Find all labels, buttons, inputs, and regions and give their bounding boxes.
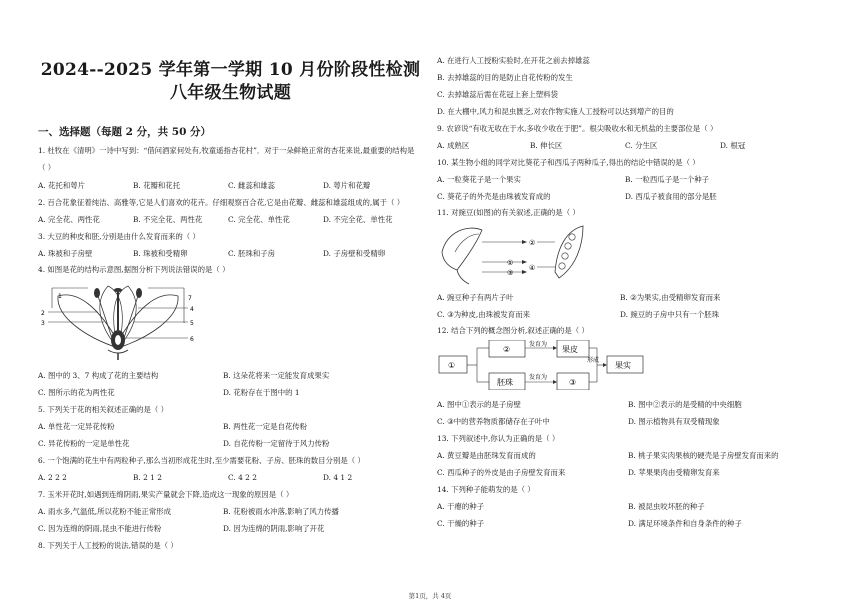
q14-stem: 14. 下列种子能萌发的是（ ） — [437, 485, 535, 494]
q2-option-c: C. 完全花、单性花 — [228, 215, 290, 224]
pea-diagram — [437, 222, 587, 286]
concept-box-4: 胚珠 — [497, 378, 513, 387]
flower-label-4: 4 — [190, 306, 194, 313]
q14-option-b: B. 被昆虫咬坏胚的种子 — [628, 502, 705, 511]
q6-stem: 6. 一个饱满的花生中有两粒种子,那么当初形成花生时,至少需要花粉、子房、胚珠的数目分别是（ ） — [38, 456, 365, 465]
pea-label-2: ② — [529, 239, 536, 247]
exam-title: 2024--2025 学年第一学期 10 月份阶段性检测 — [40, 60, 421, 80]
flower-label-7: 7 — [188, 295, 192, 302]
q8-option-d: D. 在大棚中,风力和昆虫匮乏,对农作物实施人工授粉可以达到增产的目的 — [437, 107, 674, 116]
flower-label-1: 1 — [58, 293, 62, 300]
q13-option-a: A. 黄豆瓣是由胚珠发育而成的 — [437, 451, 536, 460]
concept-arrow-label-2: 形成 — [587, 357, 600, 364]
q7-option-d: D. 因为连绵的阴雨,影响了开花 — [223, 524, 325, 533]
q6-option-a: A. 2 2 2 — [38, 473, 67, 482]
q9-option-c: C. 分生区 — [625, 141, 658, 150]
q11-option-a: A. 豌豆种子有两片子叶 — [437, 293, 514, 302]
q9-option-b: B. 伸长区 — [530, 141, 563, 150]
q10-option-d: D. 西瓜子被食用的部分是胚 — [625, 192, 717, 201]
page-footer: 第1页，共 4页 — [408, 592, 452, 600]
flower-label-6: 6 — [190, 336, 194, 343]
q3-option-a: A. 珠被和子房壁 — [38, 249, 93, 258]
q3-option-d: D. 子房壁和受精卵 — [323, 249, 386, 258]
q9-stem: 9. 农谚说“有收无收在于水,多收少收在于肥”。根尖吸收水和无机盐的主要部位是（ ） — [437, 124, 718, 133]
flower-structure-diagram — [38, 278, 198, 360]
pea-label-1: ① — [507, 259, 514, 267]
flower-label-5: 5 — [190, 320, 194, 327]
concept-map-diagram — [437, 340, 647, 390]
exam-subtitle: 八年级生物试题 — [169, 83, 292, 103]
q7-option-b: B. 花粉被雨水冲落,影响了风力传播 — [223, 507, 339, 516]
q4-option-b: B. 这朵花将来一定能发育成果实 — [223, 371, 330, 380]
q11-option-c: C. ③为种皮,由珠被发育而来 — [437, 310, 530, 319]
pea-label-3: ③ — [507, 269, 514, 277]
q1-stem-cont: （ ） — [38, 163, 56, 172]
q6-option-b: B. 2 1 2 — [133, 473, 162, 482]
concept-arrow-label-3: 发育为 — [529, 374, 548, 381]
q7-stem: 7. 玉米开花时,如遇到连绵阴雨,果实产量就会下降,造成这一现象的原因是（ ） — [38, 490, 294, 499]
flower-label-3: 3 — [41, 320, 45, 327]
concept-box-5: ③ — [569, 378, 577, 387]
q7-option-c: C. 因为连绵的阴雨,昆虫不能进行传粉 — [38, 524, 162, 533]
q5-option-d: D. 自花传粉一定留待于风力传粉 — [223, 439, 330, 448]
q5-option-c: C. 异花传粉的一定是单性花 — [38, 439, 130, 448]
q8-stem: 8. 下列关于人工授粉的说法,错误的是（ ） — [38, 541, 178, 550]
q3-option-c: C. 胚珠和子房 — [228, 249, 276, 258]
q14-option-d: D. 满足环境条件和自身条件的种子 — [628, 519, 742, 528]
q10-option-a: A. 一粒葵花子是一个果实 — [437, 175, 521, 184]
q9-option-a: A. 成熟区 — [437, 141, 470, 150]
q5-option-a: A. 单性花一定异花传粉 — [38, 422, 115, 431]
q1-option-d: D. 萼片和花瓣 — [323, 181, 371, 190]
q1-option-b: B. 花瓣和花托 — [133, 181, 181, 190]
q3-option-b: B. 珠被和受精卵 — [133, 249, 188, 258]
q1-stem: 1. 杜牧在《清明》一诗中写到：“借问酒家何处有,牧童遥指杏花村”．对于一朵鲜艳正常的杏花来说,最重要的结构是 — [38, 146, 415, 155]
q8-option-b: B. 去掉雄蕊的目的是防止自花传粉的发生 — [437, 73, 573, 82]
q7-option-a: A. 雨水多,气温低,所以花粉不能正常形成 — [38, 507, 171, 516]
q4-option-a: A. 图中的 3、7 构成了花的主要结构 — [38, 371, 159, 380]
q13-option-d: D. 苹果果肉由受精卵发育来 — [628, 468, 720, 477]
q5-option-b: B. 两性花一定是自花传粉 — [223, 422, 308, 431]
q4-option-d: D. 花粉存在于图中的 1 — [223, 388, 300, 397]
q2-option-b: B. 不完全花、两性花 — [133, 215, 203, 224]
q12-option-a: A. 图中①表示的是子房壁 — [437, 400, 521, 409]
q12-option-d: D. 图示植物具有双受精现象 — [628, 417, 720, 426]
q8-option-a: A. 在进行人工授粉实验时,在开花之前去掉雄蕊 — [437, 56, 590, 65]
q13-option-c: C. 西瓜种子的外皮是由子房壁发育而来 — [437, 468, 566, 477]
q12-option-b: B. 图中②表示的是受精的中央细胞 — [628, 400, 742, 409]
q6-option-c: C. 4 2 2 — [228, 473, 257, 482]
q1-option-a: A. 花托和萼片 — [38, 181, 85, 190]
q11-option-b: B. ②为果实,由受精卵发育而来 — [620, 293, 721, 302]
q2-option-a: A. 完全花、两性花 — [38, 215, 100, 224]
concept-box-1: ① — [448, 361, 456, 370]
pea-label-4: ④ — [529, 264, 536, 272]
q10-stem: 10. 某生物小组的同学对比葵花子和西瓜子两种瓜子,得出的结论中错误的是（ ） — [437, 158, 700, 167]
q6-option-d: D. 4 1 2 — [323, 473, 353, 482]
q4-stem: 4. 如图是花的结构示意图,据图分析下列说法错误的是（ ） — [38, 265, 230, 274]
q1-option-c: C. 雌蕊和雄蕊 — [228, 181, 276, 190]
q12-option-c: C. ③中的营养物质都储存在子叶中 — [437, 417, 550, 426]
q2-option-d: D. 不完全花、单性花 — [323, 215, 393, 224]
q14-option-c: C. 干燥的种子 — [437, 519, 485, 528]
section-heading: 一、选择题（每题 2 分，共 50 分） — [38, 126, 212, 138]
q4-option-c: C. 图所示的花为两性花 — [38, 388, 115, 397]
q2-stem: 2. 百合花象征着纯洁、高雅等,它是人们喜欢的花卉。仔细观察百合花,它是由花瓣、雌蕊和雄蕊组成的,属于（ ） — [38, 198, 405, 207]
concept-box-3: 果皮 — [562, 345, 578, 354]
q9-option-d: D. 根冠 — [720, 141, 746, 150]
q3-stem: 3. 大豆的种皮和胚,分别是由什么发育而来的（ ） — [38, 232, 200, 241]
concept-box-2: ② — [503, 345, 511, 354]
flower-label-2: 2 — [41, 310, 45, 317]
q10-option-c: C. 葵花子的外壳是由珠被发育成的 — [437, 192, 551, 201]
q10-option-b: B. 一粒西瓜子是一个种子 — [625, 175, 710, 184]
q11-stem: 11. 对豌豆(如图)的有关叙述,正确的是（ ） — [437, 208, 580, 217]
q11-option-d: D. 豌豆的子房中只有一个胚珠 — [620, 310, 720, 319]
q12-stem: 12. 结合下列的概念图分析,叙述正确的是（ ） — [437, 326, 589, 335]
q5-stem: 5. 下列关于花的相关叙述正确的是（ ） — [38, 405, 169, 414]
q14-option-a: A. 干瘪的种子 — [437, 502, 484, 511]
concept-box-6: 果实 — [615, 361, 631, 370]
q13-option-b: B. 桃子果实肉果核的硬壳是子房壁发育而来的 — [628, 451, 779, 460]
q8-option-c: C. 去掉雄蕊后需在花冠上套上塑料袋 — [437, 90, 558, 99]
q13-stem: 13. 下列叙述中,你认为正确的是（ ） — [437, 434, 560, 443]
concept-arrow-label-1: 发育为 — [529, 341, 548, 348]
